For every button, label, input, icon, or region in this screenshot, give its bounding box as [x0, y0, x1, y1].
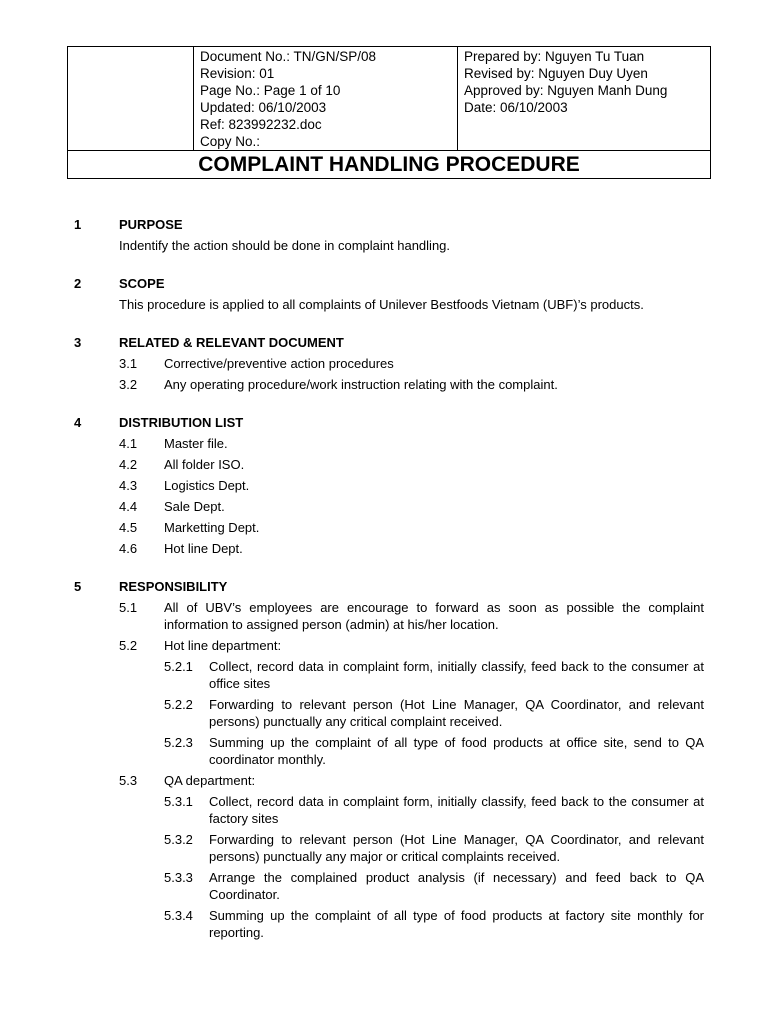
copy-number: Copy No.: — [200, 134, 261, 149]
sub-item-text: Collect, record data in complaint form, initially classify, feed back to the consumer at office sites — [209, 659, 704, 691]
section-heading — [74, 334, 704, 351]
list-item — [119, 540, 704, 557]
section-body — [74, 237, 704, 254]
sub-item-number: 5.3.2 — [164, 832, 193, 847]
item-number: 4.2 — [119, 457, 138, 472]
sub-list-item — [164, 793, 704, 827]
sub-item-text: Collect, record data in complaint form, initially classify, feed back to the consumer at factory sites — [209, 794, 704, 826]
item-text: Any operating procedure/work instruction relating with the complaint. — [164, 377, 558, 392]
list-item — [119, 498, 704, 515]
item-number: 4.6 — [119, 541, 138, 556]
logo-cell — [68, 47, 194, 150]
section-text: Indentify the action should be done in complaint handling. — [119, 238, 451, 253]
sub-item-number: 5.3.1 — [164, 794, 193, 809]
section-responsibility — [74, 578, 704, 941]
list-item — [119, 519, 704, 536]
sub-item-number: 5.2.3 — [164, 735, 193, 750]
revised-by: Revised by: Nguyen Duy Uyen — [464, 66, 648, 81]
section-heading — [74, 414, 704, 431]
item-text: Sale Dept. — [164, 499, 225, 514]
document-number: Document No.: TN/GN/SP/08 — [200, 49, 377, 64]
section-heading — [74, 275, 704, 292]
sub-item-number: 5.2.2 — [164, 697, 193, 712]
item-number: 3.2 — [119, 377, 138, 392]
sub-list — [119, 658, 704, 768]
section-title: RESPONSIBILITY — [119, 579, 228, 594]
section-purpose — [74, 216, 704, 254]
sub-item-text: Forwarding to relevant person (Hot Line Manager, QA Coordinator, and relevant persons) punctually any critical complaint received. — [209, 697, 704, 729]
sub-item-number: 5.3.3 — [164, 870, 193, 885]
document-header-table — [67, 46, 711, 179]
section-body — [74, 296, 704, 313]
revision: Revision: 01 — [200, 66, 275, 81]
section-number: 3 — [74, 335, 82, 350]
sub-list-item — [164, 696, 704, 730]
list-item — [119, 477, 704, 494]
sub-list-item — [164, 658, 704, 692]
item-text: All folder ISO. — [164, 457, 245, 472]
reference: Ref: 823992232.doc — [200, 117, 322, 132]
page-number: Page No.: Page 1 of 10 — [200, 83, 341, 98]
approval-date: Date: 06/10/2003 — [464, 100, 568, 115]
item-number: 4.5 — [119, 520, 138, 535]
prepared-by: Prepared by: Nguyen Tu Tuan — [464, 49, 645, 64]
document-body — [74, 216, 704, 962]
section-number: 2 — [74, 276, 82, 291]
list-item — [119, 637, 704, 654]
updated-date: Updated: 06/10/2003 — [200, 100, 327, 115]
item-text: QA department: — [164, 773, 256, 788]
sub-list-item — [164, 734, 704, 768]
section-number: 1 — [74, 217, 82, 232]
list-item — [119, 599, 704, 633]
sub-list-item — [164, 907, 704, 941]
section-number: 5 — [74, 579, 82, 594]
section-body — [74, 355, 704, 393]
sub-item-text: Summing up the complaint of all type of food products at factory site monthly for reporting. — [209, 908, 704, 940]
item-text: Hot line Dept. — [164, 541, 243, 556]
item-number: 4.3 — [119, 478, 138, 493]
sub-item-text: Forwarding to relevant person (Hot Line Manager, QA Coordinator, and relevant persons) punctually any major or critical complaints received. — [209, 832, 704, 864]
section-distribution-list — [74, 414, 704, 557]
section-title: DISTRIBUTION LIST — [119, 415, 244, 430]
item-text: Master file. — [164, 436, 228, 451]
item-text: Hot line department: — [164, 638, 282, 653]
item-text: Corrective/preventive action procedures — [164, 356, 394, 371]
page-title: COMPLAINT HANDLING PROCEDURE — [198, 153, 580, 176]
sub-item-number: 5.3.4 — [164, 908, 193, 923]
section-body — [74, 435, 704, 557]
list-item — [119, 355, 704, 372]
sub-list — [119, 793, 704, 941]
item-text: Marketting Dept. — [164, 520, 260, 535]
section-title: PURPOSE — [119, 217, 183, 232]
list-item — [119, 435, 704, 452]
item-number: 4.1 — [119, 436, 138, 451]
document-info-cell — [194, 47, 458, 150]
item-number: 3.1 — [119, 356, 138, 371]
section-text: This procedure is applied to all complaints of Unilever Bestfoods Vietnam (UBF)’s products. — [119, 297, 644, 312]
approved-by: Approved by: Nguyen Manh Dung — [464, 83, 668, 98]
section-heading — [74, 216, 704, 233]
sub-item-number: 5.2.1 — [164, 659, 193, 674]
sub-list-item — [164, 831, 704, 865]
sub-item-text: Summing up the complaint of all type of food products at office site, send to QA coordinator monthly. — [209, 735, 704, 767]
list-item — [119, 376, 704, 393]
item-text: All of UBV’s employees are encourage to forward as soon as possible the complaint information to assigned person (admin) at his/her location. — [164, 600, 704, 632]
section-body — [74, 599, 704, 941]
sub-list-item — [164, 869, 704, 903]
approval-info-cell — [458, 47, 710, 150]
sub-item-text: Arrange the complained product analysis (if necessary) and feed back to QA Coordinator. — [209, 870, 704, 902]
item-text: Logistics Dept. — [164, 478, 250, 493]
section-scope — [74, 275, 704, 313]
section-heading — [74, 578, 704, 595]
header-info-row — [68, 47, 710, 151]
item-number: 5.1 — [119, 600, 138, 615]
section-related-documents — [74, 334, 704, 393]
item-number: 4.4 — [119, 499, 138, 514]
item-number: 5.3 — [119, 773, 138, 788]
section-number: 4 — [74, 415, 82, 430]
list-item — [119, 456, 704, 473]
section-title: SCOPE — [119, 276, 165, 291]
list-item — [119, 772, 704, 789]
item-number: 5.2 — [119, 638, 138, 653]
section-title: RELATED & RELEVANT DOCUMENT — [119, 335, 344, 350]
